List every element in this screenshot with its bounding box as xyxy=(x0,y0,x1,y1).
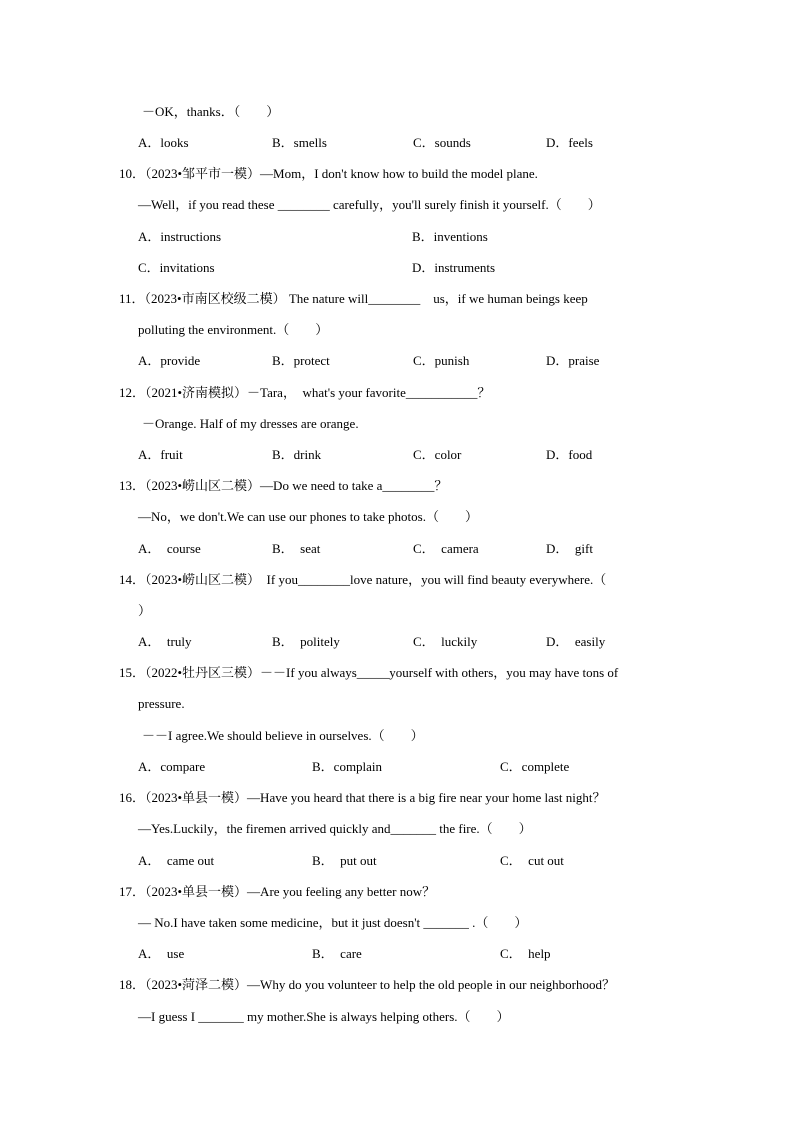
q9-option-d[interactable]: D．feels xyxy=(546,135,593,150)
q17-dialogue-line: — No.I have taken some medicine，but it just doesn't _______ .（ ） xyxy=(138,915,528,930)
q13-option-a[interactable]: A． course xyxy=(138,541,201,556)
q12-option-b[interactable]: B．drink xyxy=(272,447,322,462)
q9-option-c[interactable]: C．sounds xyxy=(413,135,471,150)
q14-option-a[interactable]: A． truly xyxy=(138,634,192,649)
q15-dialogue-line: －－I agree.We should believe in ourselves.（ ） xyxy=(142,728,424,743)
q9-option-b[interactable]: B．smells xyxy=(272,135,327,150)
q13-stem: 13．（2023•崂山区二模）—Do we need to take a________？ xyxy=(119,478,448,493)
q15-option-b[interactable]: B．complain xyxy=(312,759,383,774)
q14-option-c[interactable]: C． luckily xyxy=(413,634,478,649)
q17-option-b[interactable]: B． care xyxy=(312,946,362,961)
q10-option-b[interactable]: B．inventions xyxy=(412,229,488,244)
q13-dialogue-line: —No，we don't.We can use our phones to take photos.（ ） xyxy=(138,509,478,524)
q11-stem: 11．（2023•市南区校级二模） The nature will________ us，if we human beings keep xyxy=(119,291,588,306)
q18-stem: 18．（2023•菏泽二模）—Why do you volunteer to help the old people in our neighborhood？ xyxy=(119,977,615,992)
q12-option-c[interactable]: C．color xyxy=(413,447,462,462)
q11-stem-continued: polluting the environment.（ ） xyxy=(138,322,329,337)
q13-option-c[interactable]: C． camera xyxy=(413,541,479,556)
q16-dialogue-line: —Yes.Luckily，the firemen arrived quickly and_______ the fire.（ ） xyxy=(138,821,532,836)
q12-stem: 12．（2021•济南模拟）－Tara， what's your favorite___________？ xyxy=(119,385,491,400)
q14-stem: 14．（2023•崂山区二模） If you________love nature，you will find beauty everywhere.（ xyxy=(119,572,607,587)
q15-option-c[interactable]: C．complete xyxy=(500,759,570,774)
q11-option-b[interactable]: B．protect xyxy=(272,353,330,368)
q16-option-c[interactable]: C． cut out xyxy=(500,853,564,868)
q16-stem: 16．（2023•单县一模）—Have you heard that there is a big fire near your home last night？ xyxy=(119,790,606,805)
q15-option-a[interactable]: A．compare xyxy=(138,759,206,774)
q11-option-a[interactable]: A．provide xyxy=(138,353,201,368)
q13-option-d[interactable]: D． gift xyxy=(546,541,593,556)
q9-option-a[interactable]: A．looks xyxy=(138,135,189,150)
q10-option-a[interactable]: A．instructions xyxy=(138,229,222,244)
q14-stem-continued: ） xyxy=(138,603,152,618)
q10-dialogue-line: —Well，if you read these ________ carefully，you'll surely finish it yourself.（ ） xyxy=(138,197,601,212)
q17-option-c[interactable]: C． help xyxy=(500,946,551,961)
q17-option-a[interactable]: A． use xyxy=(138,946,185,961)
q14-option-b[interactable]: B． politely xyxy=(272,634,340,649)
q18-dialogue-line: —I guess I _______ my mother.She is always helping others.（ ） xyxy=(138,1009,510,1024)
q15-stem: 15．（2022•牡丹区三模）－－If you always_____yourself with others，you may have tons of xyxy=(119,665,619,680)
q17-stem: 17．（2023•单县一模）—Are you feeling any better now？ xyxy=(119,884,436,899)
q12-option-a[interactable]: A．fruit xyxy=(138,447,183,462)
q13-option-b[interactable]: B． seat xyxy=(272,541,321,556)
q11-option-c[interactable]: C．punish xyxy=(413,353,470,368)
q10-option-c[interactable]: C．invitations xyxy=(138,260,215,275)
q15-stem-continued: pressure. xyxy=(138,696,185,711)
q10-stem: 10．（2023•邹平市一模）—Mom，I don't know how to build the model plane. xyxy=(119,166,538,181)
q16-option-a[interactable]: A． came out xyxy=(138,853,215,868)
q10-option-d[interactable]: D．instruments xyxy=(412,260,496,275)
q11-option-d[interactable]: D．praise xyxy=(546,353,600,368)
q12-dialogue-line: －Orange. Half of my dresses are orange. xyxy=(142,416,359,431)
q9-dialogue-line: －OK，thanks．（ ） xyxy=(142,104,280,119)
q16-option-b[interactable]: B． put out xyxy=(312,853,377,868)
q14-option-d[interactable]: D． easily xyxy=(546,634,606,649)
q12-option-d[interactable]: D．food xyxy=(546,447,593,462)
